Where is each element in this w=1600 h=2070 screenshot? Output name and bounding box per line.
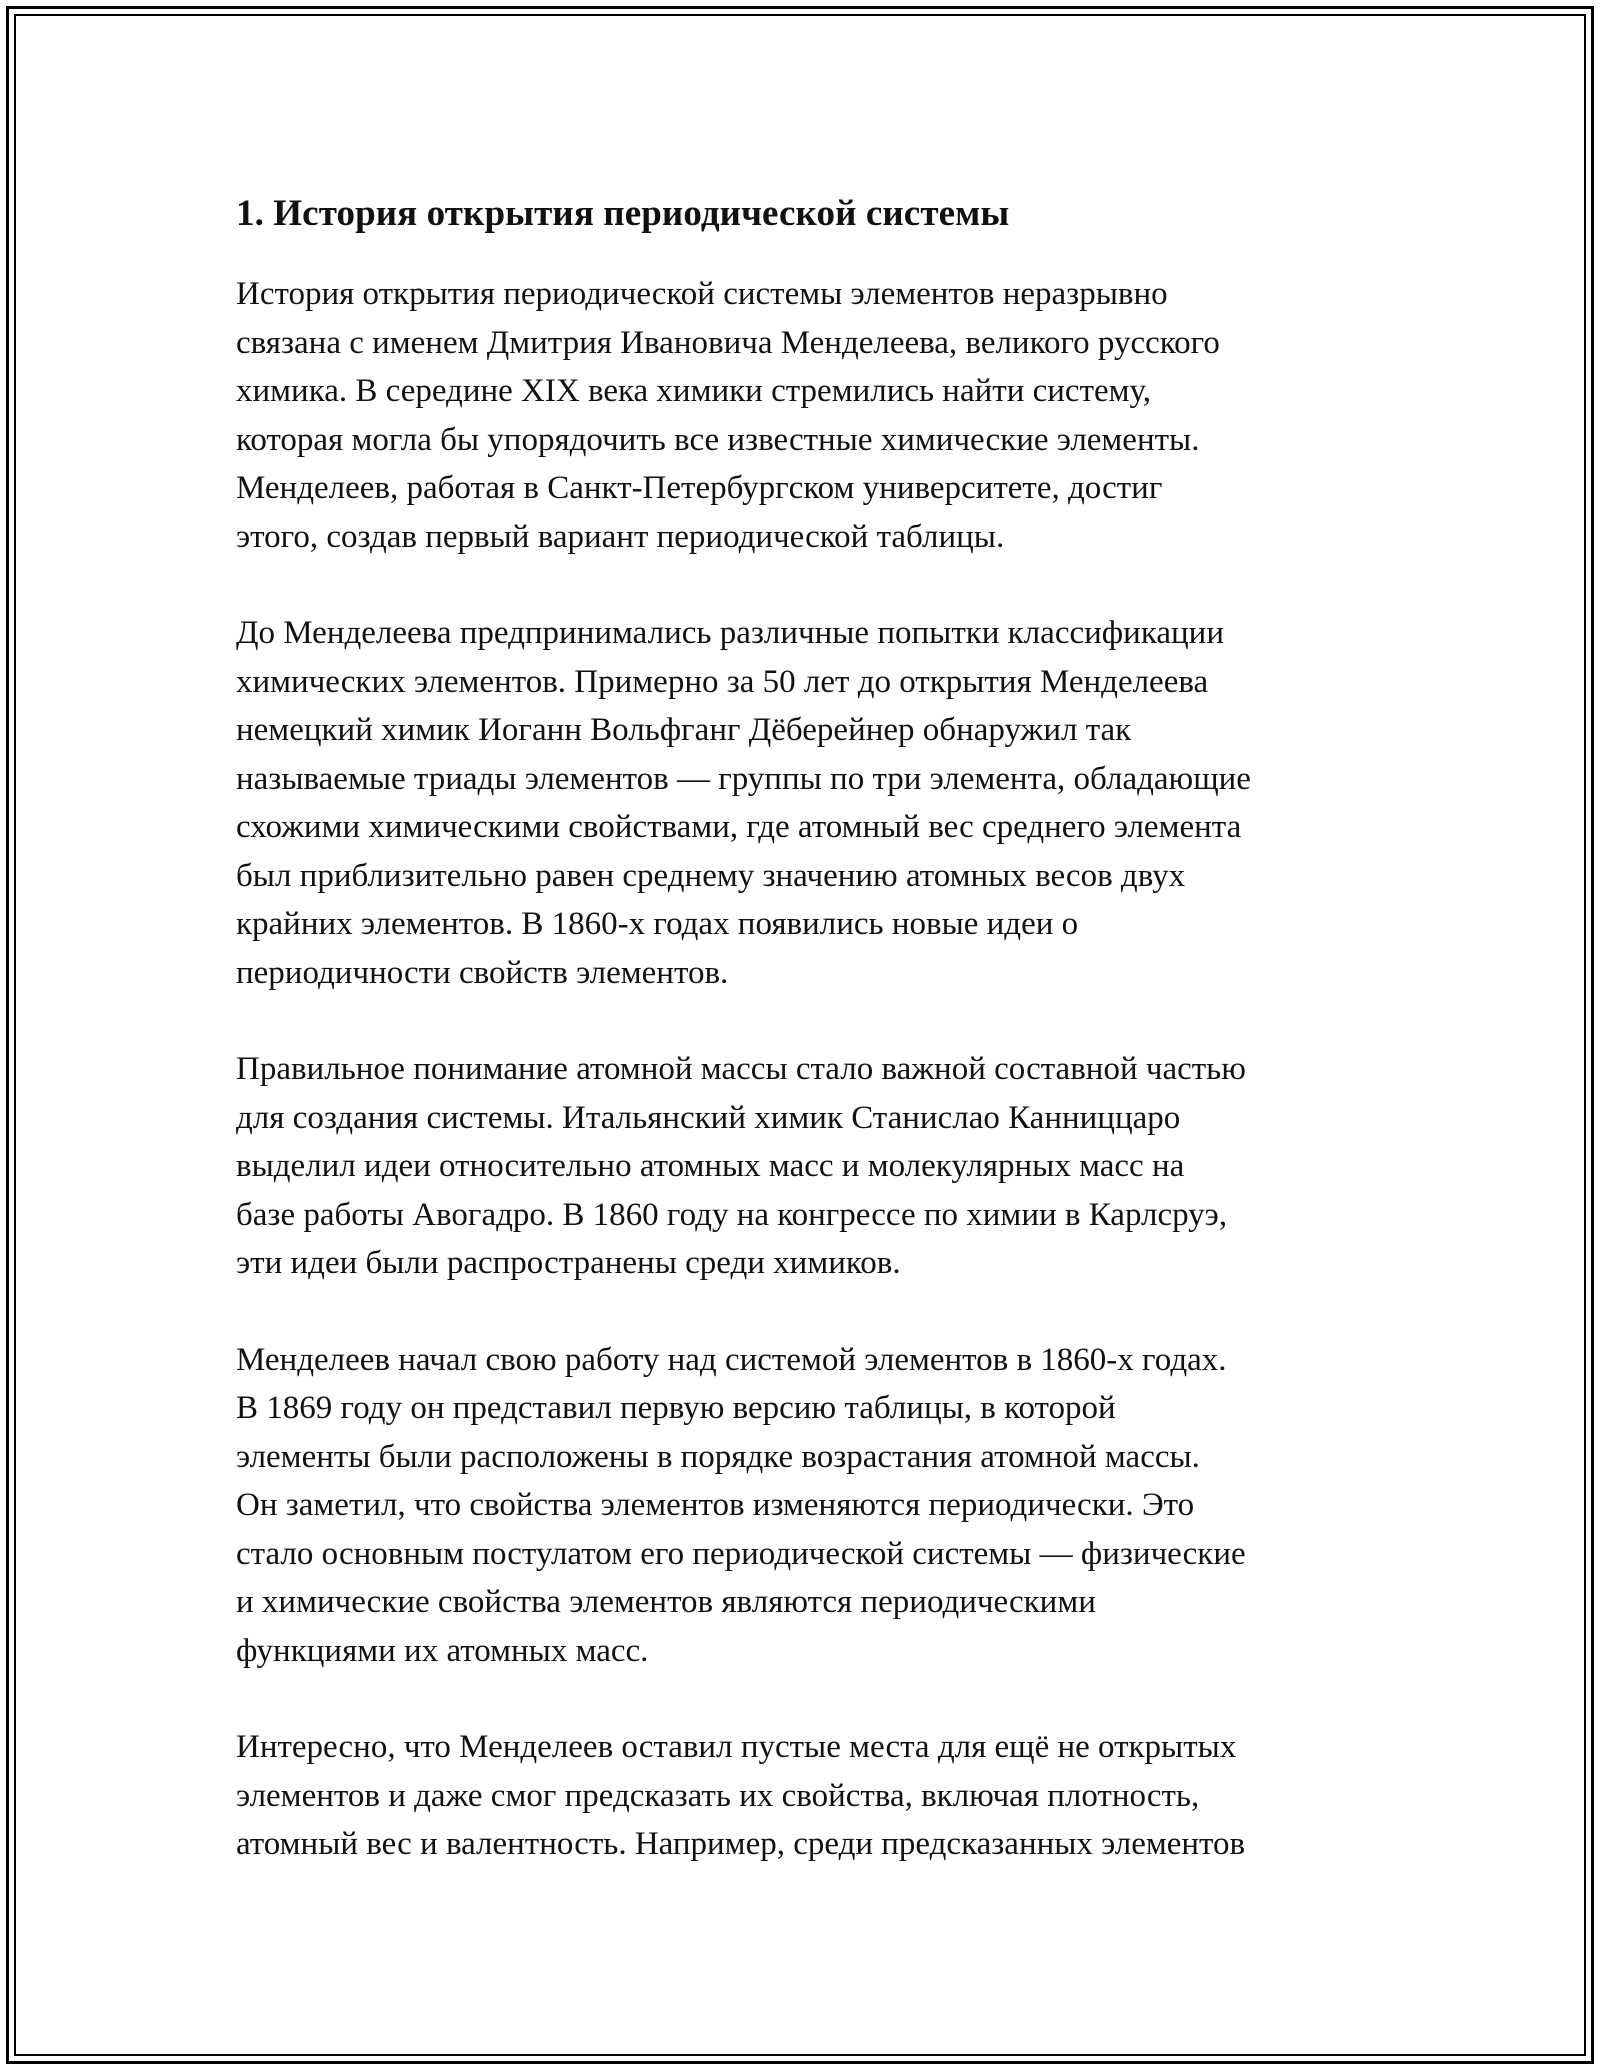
paragraph-2: До Менделеева предпринимались различные попытки классификации химических элементов. Примерно за 50 лет до открытия Менделеева немецкий химик Иоганн Вольфганг Дёберейнер обнаружил так называемые триады элементов — группы по три элемента, обладающие схожими химическими свойствами, где атомный вес среднего элемента был приблизительно равен среднему значению атомных весов двух крайних элементов. В 1860-х годах появились новые идеи о периодичности свойств элементов.	[236, 615, 1251, 991]
paragraph-5: Интересно, что Менделеев оставил пустые места для ещё не открытых элементов и даже смог предсказать их свойства, включая плотность, атомный вес и валентность. Например, среди предсказанных элементов	[236, 1729, 1246, 1862]
paragraph-4: Менделеев начал свою работу над системой элементов в 1860-х годах. В 1869 году он представил первую версию таблицы, в которой элементы были расположены в порядке возрастания атомной массы. Он заметил, что свойства элементов изменяются периодически. Это стало основным постулатом его периодической системы — физические и химические свойства элементов являются периодическими функциями их атомных масс.	[236, 1341, 1246, 1669]
paragraph-1: История открытия периодической системы элементов неразрывно связана с именем Дмитрия Ивановича Менделеева, великого русского химика. В середине XIX века химики стремились найти систему, которая могла бы упорядочить все известные химические элементы. Менделеев, работая в Санкт-Петербургском университете, достиг этого, создав первый вариант периодической таблицы.	[236, 276, 1220, 555]
document-body	[236, 186, 1386, 1917]
section-heading: 1. История открытия периодической системы	[236, 193, 1010, 234]
paragraph-3: Правильное понимание атомной массы стало важной составной частью для создания системы. Итальянский химик Станислао Канниццаро выделил идеи относительно атомных масс и молекулярных масс на базе работы Авогадро. В 1860 году на конгрессе по химии в Карлсруэ, эти идеи были распространены среди химиков.	[236, 1051, 1246, 1281]
